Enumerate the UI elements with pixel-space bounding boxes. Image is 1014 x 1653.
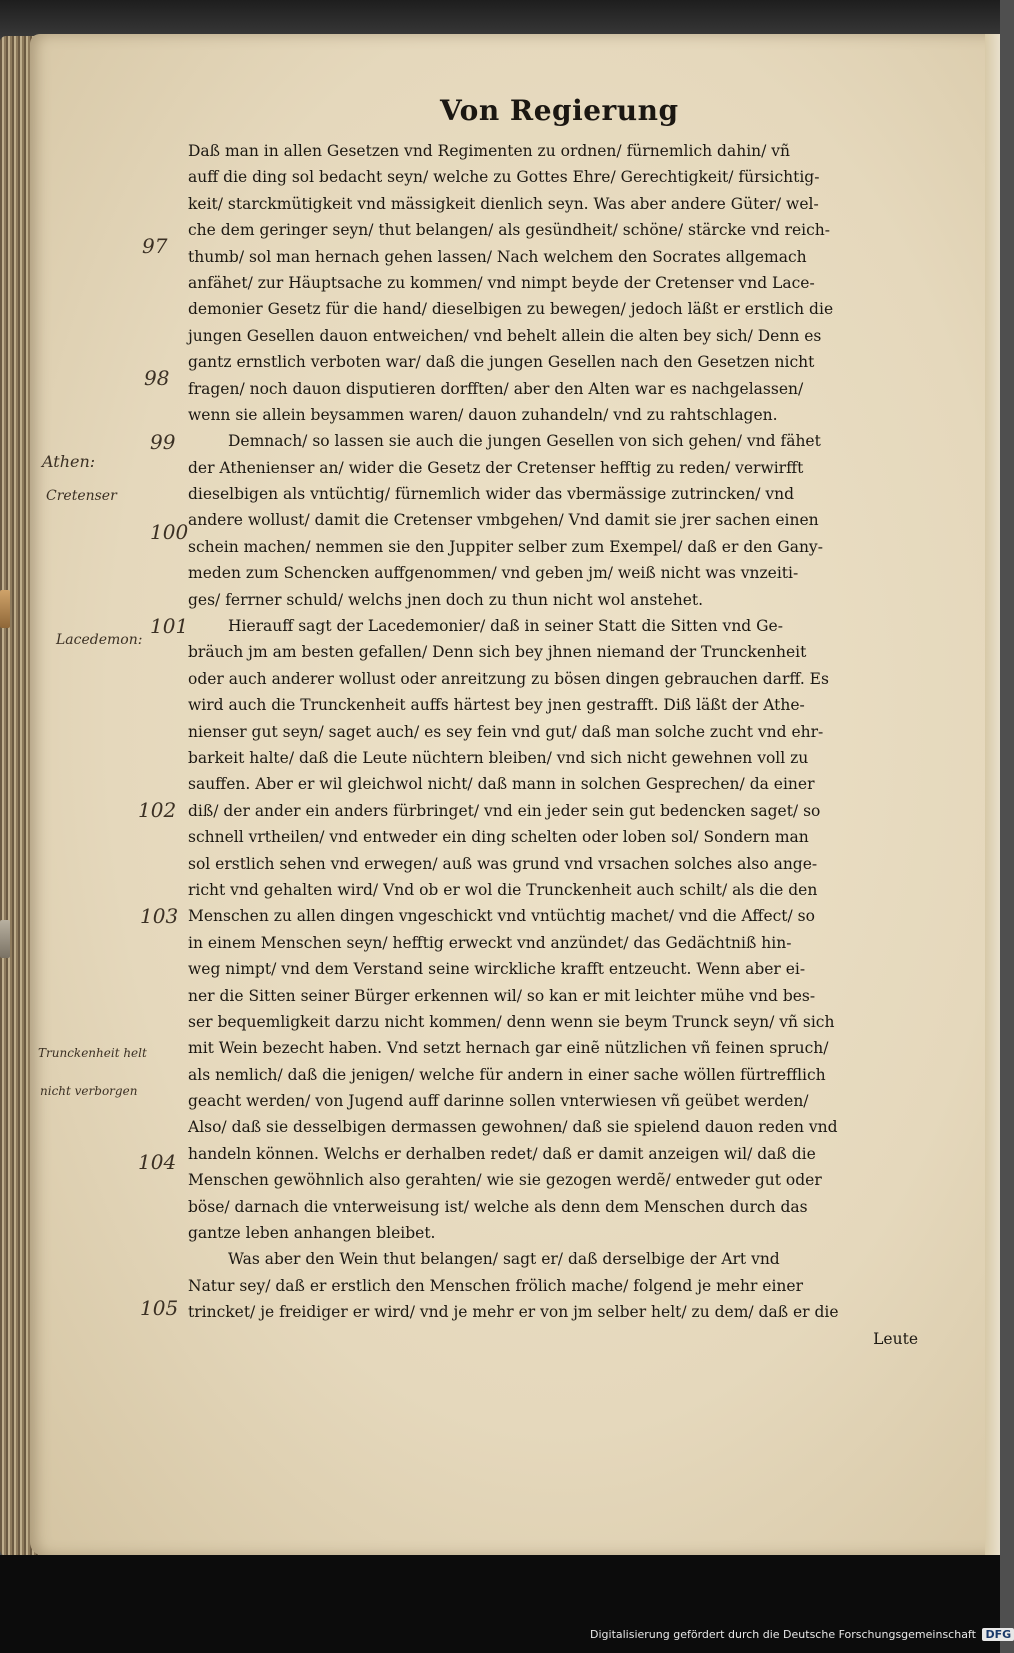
- text-line: gantz ernstlich verboten war/ daß die jungen Gesellen nach den Gesetzen nicht: [188, 353, 815, 372]
- margin-number: 99: [150, 430, 176, 454]
- margin-number: 102: [138, 798, 177, 822]
- text-line: nienser gut seyn/ saget auch/ es sey fein vnd gut/ daß man solche zucht vnd ehr-: [188, 722, 824, 741]
- text-line: Daß man in allen Gesetzen vnd Regimenten zu ordnen/ fürnemlich dahin/ vñ: [188, 142, 791, 160]
- margin-note: nicht verborgen: [40, 1084, 138, 1098]
- margin-number: 97: [142, 234, 168, 258]
- text-line: anfähet/ zur Häuptsache zu kommen/ vnd nimpt beyde der Cretenser vnd Lace-: [188, 273, 815, 292]
- text-line: handeln können. Welchs er derhalben redet/ daß er damit anzeigen wil/ daß die: [188, 1144, 816, 1163]
- margin-note: Lacedemon:: [56, 632, 143, 648]
- text-line: che dem geringer seyn/ thut belangen/ als gesündheit/ schöne/ stärcke vnd reich-: [188, 221, 831, 240]
- text-line: wird auch die Trunckenheit auffs härtest bey jnen gestrafft. Diß läßt der Athe-: [188, 696, 805, 715]
- text-line: schnell vrtheilen/ vnd entweder ein ding schelten oder loben sol/ Sondern man: [188, 828, 809, 847]
- margin-note: Cretenser: [46, 488, 117, 504]
- text-line: thumb/ sol man hernach gehen lassen/ Nach welchem den Socrates allgemach: [188, 247, 807, 266]
- text-line: Hierauff sagt der Lacedemonier/ daß in seiner Statt die Sitten vnd Ge-: [228, 617, 783, 636]
- text-line: demonier Gesetz für die hand/ dieselbigen zu bewegen/ jedoch läßt er erstlich die: [188, 300, 834, 319]
- text-line: richt vnd gehalten wird/ Vnd ob er wol die Trunckenheit auch schilt/ als die den: [188, 880, 818, 899]
- text-line: meden zum Schencken auffgenommen/ vnd geben jm/ weiß nicht was vnzeiti-: [188, 564, 799, 583]
- text-line: gantze leben anhangen bleibet.: [188, 1224, 436, 1243]
- catchword: Leute: [873, 1329, 918, 1348]
- margin-number: 103: [140, 904, 179, 928]
- text-line: auff die ding sol bedacht seyn/ welche zu Gottes Ehre/ Gerechtigkeit/ fürsichtig-: [188, 168, 820, 187]
- text-line: als nemlich/ daß die jenigen/ welche für andern in einer sache wöllen fürtrefflich: [188, 1065, 826, 1084]
- text-line: Was aber den Wein thut belangen/ sagt er/ daß derselbige der Art vnd: [228, 1250, 780, 1269]
- margin-number: 98: [144, 366, 170, 390]
- text-line: bräuch jm am besten gefallen/ Denn sich bey jhnen niemand der Trunckenheit: [188, 643, 807, 662]
- text-line: ser bequemligkeit darzu nicht kommen/ denn wenn sie beym Trunck seyn/ vñ sich: [188, 1012, 835, 1031]
- margin-number: 100: [150, 520, 189, 544]
- text-line: Demnach/ so lassen sie auch die jungen Gesellen von sich gehen/ vnd fähet: [228, 432, 821, 451]
- text-line: Menschen zu allen dingen vngeschickt vnd vntüchtig machet/ vnd die Affect/ so: [188, 907, 815, 926]
- text-line: wenn sie allein beysammen waren/ dauon zuhandeln/ vnd zu rahtschlagen.: [188, 405, 778, 424]
- margin-number: 101: [150, 614, 189, 638]
- text-line: andere wollust/ damit die Cretenser vmbgehen/ Vnd damit sie jrer sachen einen: [188, 511, 819, 530]
- text-line: diß/ der ander ein anders fürbringet/ vnd ein jeder sein gut bedencken saget/ so: [188, 801, 821, 820]
- text-line: schein machen/ nemmen sie den Juppiter selber zum Exempel/ daß er den Gany-: [188, 537, 823, 556]
- page-clip: [0, 590, 10, 628]
- margin-note: Athen:: [42, 452, 96, 471]
- margin-number: 105: [140, 1296, 179, 1320]
- page-clip: [0, 920, 10, 958]
- text-line: ner die Sitten seiner Bürger erkennen wil/ so kan er mit leichter mühe vnd bes-: [188, 986, 816, 1005]
- text-line: jungen Gesellen dauon entweichen/ vnd behelt allein die alten bey sich/ Denn es: [188, 326, 822, 345]
- text-line: oder auch anderer wollust oder anreitzung zu bösen dingen gebrauchen darff. Es: [188, 669, 829, 688]
- text-line: böse/ darnach die vnterweisung ist/ welche als denn dem Menschen durch das: [188, 1197, 808, 1216]
- credit-text: Digitalisierung gefördert durch die Deutsche Forschungsgemeinschaft: [590, 1628, 976, 1641]
- text-line: barkeit halte/ daß die Leute nüchtern bleiben/ vnd sich nicht gewehnen voll zu: [188, 748, 809, 767]
- margin-number: 104: [138, 1150, 177, 1174]
- text-line: sol erstlich sehen vnd erwegen/ auß was grund vnd vrsachen solches also ange-: [188, 854, 818, 873]
- digitization-credit: [590, 1628, 1012, 1648]
- text-line: der Athenienser an/ wider die Gesetz der Cretenser hefftig zu reden/ verwirfft: [188, 458, 804, 477]
- text-line: Also/ daß sie desselbigen dermassen gewohnen/ daß sie spielend dauon reden vnd: [188, 1118, 838, 1137]
- facing-page-strip: [985, 34, 1000, 1556]
- text-line: keit/ starckmütigkeit vnd mässigkeit dienlich seyn. Was aber andere Güter/ wel-: [188, 194, 819, 213]
- text-line: sauffen. Aber er wil gleichwol nicht/ daß mann in solchen Gesprechen/ da einer: [188, 775, 815, 794]
- text-line: fragen/ noch dauon disputieren dorfften/ aber den Alten war es nachgelassen/: [188, 379, 804, 398]
- text-line: Natur sey/ daß er erstlich den Menschen frölich mache/ folgend je mehr einer: [188, 1276, 803, 1295]
- body-text: [188, 138, 918, 1398]
- text-line: geacht werden/ von Jugend auff darinne sollen vnterwiesen vñ geübet werden/: [188, 1092, 809, 1111]
- text-line: ges/ ferrner schuld/ welchs jnen doch zu thun nicht wol anstehet.: [188, 590, 704, 609]
- margin-note: Trunckenheit helt: [38, 1046, 147, 1060]
- text-line: trincket/ je freidiger er wird/ vnd je mehr er von jm selber helt/ zu dem/ daß er die: [188, 1303, 839, 1322]
- running-header: Von Regierung: [440, 94, 679, 127]
- text-line: Menschen gewöhnlich also gerahten/ wie sie gezogen werdẽ/ entweder gut oder: [188, 1171, 822, 1190]
- dfg-logo: DFG: [982, 1628, 1014, 1641]
- text-line: weg nimpt/ vnd dem Verstand seine wirckliche krafft entzeucht. Wenn aber ei-: [188, 960, 806, 979]
- text-line: mit Wein bezecht haben. Vnd setzt hernach gar einẽ nützlichen vñ feinen spruch/: [188, 1039, 829, 1058]
- text-line: dieselbigen als vntüchtig/ fürnemlich wider das vbermässige zutrincken/ vnd: [188, 485, 795, 504]
- text-line: in einem Menschen seyn/ hefftig erweckt vnd anzündet/ das Gedächtniß hin-: [188, 933, 792, 952]
